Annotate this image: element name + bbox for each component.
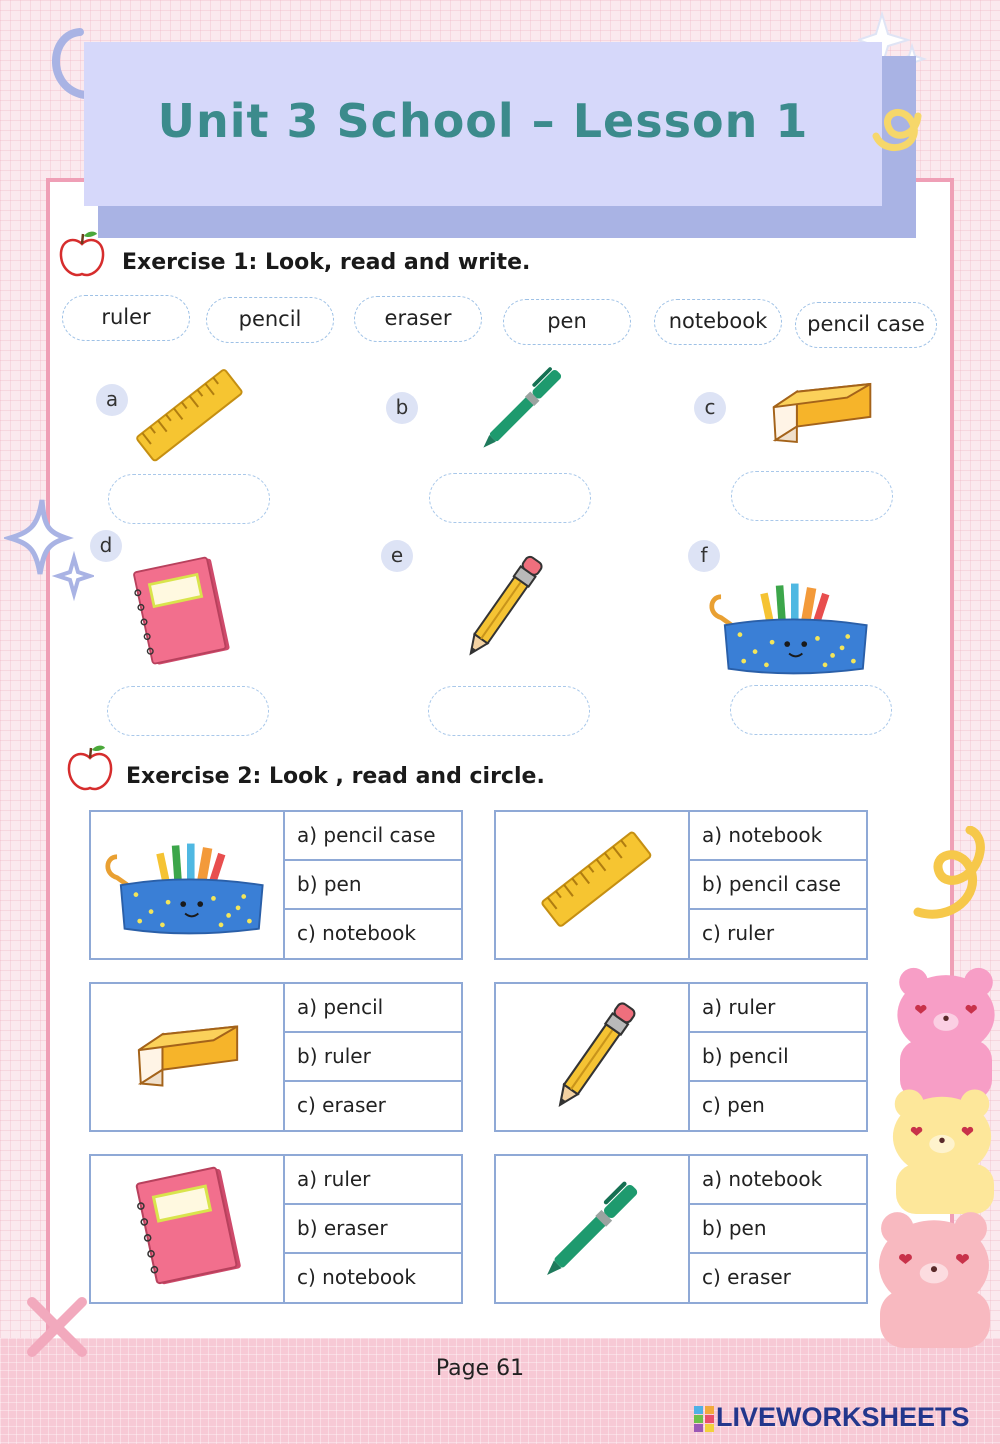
- exercise2-heading: Exercise 2: Look , read and circle.: [126, 764, 545, 789]
- option-c[interactable]: c) ruler: [702, 921, 775, 945]
- question-image-cell: [496, 1156, 690, 1302]
- word-bank-pencil[interactable]: pencil: [206, 297, 334, 343]
- option-c[interactable]: c) notebook: [297, 1265, 416, 1289]
- question-image-cell: [496, 812, 690, 958]
- question-image-cell: [496, 984, 690, 1130]
- pen-icon: [526, 1164, 660, 1294]
- item-letter-b: b: [386, 392, 418, 424]
- pen-icon: [464, 352, 582, 464]
- option-a[interactable]: a) ruler: [690, 984, 866, 1033]
- option-c[interactable]: c) eraser: [297, 1093, 386, 1117]
- page-number: Page 61: [435, 1356, 525, 1381]
- option-b[interactable]: b) pencil: [690, 1033, 866, 1082]
- question-image-cell: [91, 1156, 285, 1302]
- question-5: [89, 1154, 463, 1304]
- word-bank-pencil-case[interactable]: pencil case: [795, 302, 937, 348]
- option-c[interactable]: c) eraser: [702, 1265, 791, 1289]
- answer-input-d[interactable]: [107, 686, 269, 736]
- yellow-swirl-decoration-icon: [910, 826, 990, 926]
- liveworksheets-brand[interactable]: LIVEWORKSHEETS: [716, 1402, 970, 1432]
- yellow-swirl-decoration-icon: [866, 96, 930, 166]
- eraser-icon: [129, 1016, 247, 1096]
- option-a[interactable]: a) pencil: [285, 984, 461, 1033]
- option-b[interactable]: b) ruler: [285, 1033, 461, 1082]
- option-c[interactable]: c) pen: [702, 1093, 765, 1117]
- option-a[interactable]: a) notebook: [690, 1156, 866, 1205]
- option-b[interactable]: b) eraser: [285, 1205, 461, 1254]
- star-decoration-icon: [4, 496, 94, 606]
- word-bank-ruler[interactable]: ruler: [62, 295, 190, 341]
- option-b[interactable]: b) pen: [285, 861, 461, 910]
- eraser-icon: [764, 374, 880, 452]
- notebook-icon: [127, 1166, 251, 1288]
- answer-input-e[interactable]: [428, 686, 590, 736]
- rose-bear-body: [880, 1290, 990, 1348]
- cross-decoration-icon: [22, 1292, 92, 1362]
- word-bank-pen[interactable]: pen: [503, 299, 631, 345]
- item-letter-e: e: [381, 540, 413, 572]
- question-2: [494, 810, 868, 960]
- question-1: [89, 810, 463, 960]
- question-3: [89, 982, 463, 1132]
- option-a[interactable]: a) notebook: [690, 812, 866, 861]
- page-title: Unit 3 School – Lesson 1: [157, 94, 809, 148]
- item-letter-f: f: [688, 540, 720, 572]
- word-bank-eraser[interactable]: eraser: [354, 296, 482, 342]
- option-a[interactable]: a) pencil case: [285, 812, 461, 861]
- pencil-case-icon: [99, 836, 275, 940]
- option-b[interactable]: b) pen: [690, 1205, 866, 1254]
- option-c[interactable]: c) notebook: [297, 921, 416, 945]
- pencil-icon: [444, 546, 564, 666]
- item-letter-a: a: [96, 384, 128, 416]
- pencil-case-icon: [702, 576, 880, 680]
- question-6: [494, 1154, 868, 1304]
- exercise1-heading: Exercise 1: Look, read and write.: [122, 250, 531, 275]
- ruler-icon: [128, 356, 252, 476]
- apple-icon: [64, 742, 116, 794]
- liveworksheets-logo-icon: [694, 1406, 714, 1432]
- ruler-icon: [532, 818, 662, 942]
- answer-input-c[interactable]: [731, 471, 893, 521]
- question-image-cell: [91, 812, 285, 958]
- apple-icon: [56, 228, 108, 280]
- question-image-cell: [91, 984, 285, 1130]
- word-bank-notebook[interactable]: notebook: [654, 299, 782, 345]
- pencil-icon: [532, 992, 658, 1118]
- item-letter-d: d: [90, 530, 122, 562]
- item-letter-c: c: [694, 392, 726, 424]
- option-a[interactable]: a) ruler: [285, 1156, 461, 1205]
- answer-input-b[interactable]: [429, 473, 591, 523]
- notebook-icon: [122, 556, 242, 668]
- question-4: [494, 982, 868, 1132]
- option-b[interactable]: b) pencil case: [690, 861, 866, 910]
- answer-input-a[interactable]: [108, 474, 270, 524]
- answer-input-f[interactable]: [730, 685, 892, 735]
